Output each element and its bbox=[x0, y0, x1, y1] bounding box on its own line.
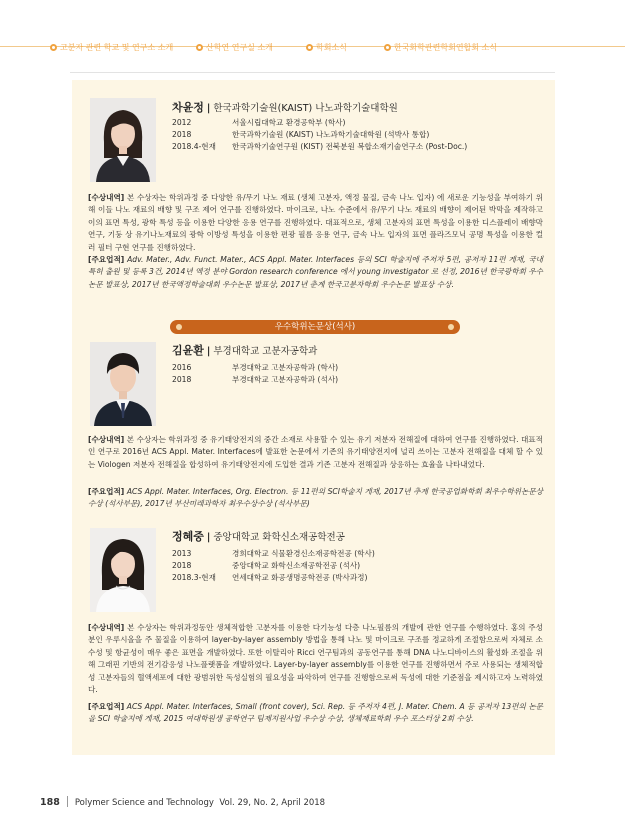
education-year: 2012 bbox=[172, 118, 192, 127]
education-year: 2018 bbox=[172, 130, 192, 139]
publications-label: [주요업적] bbox=[88, 702, 125, 711]
award-text: 본 수상자는 학위과정 중 다양한 유/무기 나노 재료 (생체 고분자, 액정 물질, 금속 나노 입자) 에 새로운 기능성을 부여하기 위해 이들 나노 재료의 배향 및 구조 제어 연구를 진행하였다. 마이크로, 나노 수준에서 유/무기 나노 재료의 배향이 제어된 박막을 제작하고 이의 표면 특성, 광학 특성 등을 이용한 다양한 응용 연구를 진행하였다. 대표적으로, 생체 고분자의 표면 특성을 이용한 디스플레이 배향막 연구, 기둥 상 유기나노재료의 광학 이방성 특성을 이용한 편광 필름 응용 연구, 금속 나노 입자의 표면 플라즈모닉 공명 특성을 이용한 컬러 필터 구현 연구를 진행하였다. bbox=[88, 193, 543, 252]
nav-item-federation[interactable] bbox=[384, 42, 497, 53]
award-label: [수상내역] bbox=[88, 623, 125, 632]
person-affiliation: 한국과학기술원(KAIST) 나노과학기술대학원 bbox=[213, 103, 398, 114]
banner-dot-icon bbox=[176, 324, 182, 330]
education-row bbox=[172, 117, 467, 129]
education-desc: 한국과학기술연구원 (KIST) 전북분원 복합소재기술연구소 (Post-Doc.) bbox=[232, 142, 468, 151]
education-year: 2018.3-현재 bbox=[172, 573, 216, 582]
education-row bbox=[172, 129, 467, 141]
education-row bbox=[172, 548, 375, 560]
person-name-line bbox=[172, 342, 317, 358]
person-name-line bbox=[172, 528, 345, 544]
publications-label: [주요업적] bbox=[88, 487, 125, 496]
portrait-image bbox=[90, 342, 156, 426]
publications-text: ACS Appl. Mater. Interfaces, Small (front cover), Sci. Rep. 등 주저자 4편, J. Mater. Chem. A 등 공저자 13편의 논문을 SCI 학술지에 게재, 2015 여대학원생 공학연구 팀제지원사업 우수상 수상, 생체재료학회 우수 포스터상 2회 수상. bbox=[88, 702, 543, 724]
publications-text: ACS Appl. Mater. Interfaces, Org. Electron. 등 11편의 SCI학술지 게재, 2017년 추계 한국공업화학회 최우수학위논문상 수상 (석사부문), 2017년 부산미래과학자 최우수상수상 (석사부문) bbox=[88, 487, 543, 509]
person-affiliation: 중앙대학교 화학신소재공학전공 bbox=[213, 532, 345, 543]
award-paragraph bbox=[88, 622, 543, 696]
award-paragraph bbox=[88, 434, 543, 471]
nav-dot-icon bbox=[384, 44, 391, 51]
education-year: 2016 bbox=[172, 363, 192, 372]
education-row bbox=[172, 141, 467, 153]
education-list bbox=[172, 548, 375, 584]
education-desc: 중앙대학교 화학신소재공학전공 (석사) bbox=[232, 561, 361, 570]
divider bbox=[70, 72, 555, 73]
education-row bbox=[172, 560, 375, 572]
journal-issue: Vol. 29, No. 2, April 2018 bbox=[219, 798, 326, 808]
award-paragraph bbox=[88, 192, 543, 254]
publications-paragraph bbox=[88, 486, 543, 511]
person-name: 정혜중 bbox=[172, 530, 204, 543]
portrait-photo bbox=[90, 342, 156, 426]
name-separator: | bbox=[206, 532, 211, 543]
portrait-photo bbox=[90, 98, 156, 182]
education-list bbox=[172, 362, 338, 386]
name-separator: | bbox=[206, 346, 211, 357]
nav-item-label: 고분자 관련 학교 및 연구소 소개 bbox=[60, 43, 174, 52]
person-name-line bbox=[172, 99, 398, 115]
education-desc: 한국과학기술원 (KAIST) 나노과학기술대학원 (석박사 통합) bbox=[232, 130, 430, 139]
education-year: 2018.4-현재 bbox=[172, 142, 216, 151]
publications-paragraph bbox=[88, 254, 543, 291]
section-banner bbox=[170, 320, 460, 334]
top-navigation bbox=[0, 0, 625, 75]
education-desc: 경희대학교 식물환경신소재공학전공 (학사) bbox=[232, 549, 375, 558]
publications-text: Adv. Mater., Adv. Funct. Mater., ACS Appl. Mater. Interfaces 등의 SCI 학술지에 주저자 5편, 공저자 11편 게재, 국내 특허 출원 및 등록 3건, 2014년 액정 분야 Gordon research conference 에서 young investigator 로 선정, 2016년 한국광학회 우수논문 발표상, 2017년 한국액정학술대회 우수논문 발표상, 2017년 춘계 한국고분자학회 우수논문 발표상 수상. bbox=[88, 255, 543, 289]
banner-title: 우수학위논문상(석사) bbox=[274, 322, 356, 332]
education-row bbox=[172, 374, 338, 386]
award-label: [수상내역] bbox=[88, 435, 125, 444]
nav-item-news[interactable] bbox=[306, 42, 347, 53]
banner-dot-icon bbox=[448, 324, 454, 330]
nav-item-label: 산학연 연구실 소개 bbox=[206, 43, 273, 52]
nav-dot-icon bbox=[50, 44, 57, 51]
nav-item-lab[interactable] bbox=[196, 42, 273, 53]
education-row bbox=[172, 572, 375, 584]
page-footer bbox=[40, 796, 325, 808]
education-desc: 서울시립대학교 환경공학부 (학사) bbox=[232, 118, 346, 127]
education-year: 2018 bbox=[172, 561, 192, 570]
page-number: 188 bbox=[40, 797, 60, 808]
journal-name: Polymer Science and Technology bbox=[74, 798, 214, 808]
nav-dot-icon bbox=[306, 44, 313, 51]
award-text: 본 수상자는 학위과정동안 생체적합한 고분자를 이용한 다기능성 다층 나노필름의 개발에 관한 연구를 수행하였다. 홍의 주성분인 우루시올을 주 물질을 이용하여 layer-by-layer assembly 방법을 통해 나노 및 마이크로 구조를 정교하게 조절함으로써 자체로 소수성 및 항균성이 매우 좋은 표면을 개발하였다. 또한 이탈리아 Ricci 연구팀과의 공동연구를 통해 DNA 나노디바이스의 활성화 조절을 위해 그래핀 기반의 전기감응성 나노플랫폼을 개발하였다. Layer-by-layer assembly를 이용한 연구를 진행하면서 주로 사용되는 생체적합성 고분자들의 혈액세포에 대한 광범위한 독성실험의 필요성을 파악하여 연구를 진행함으로써 독성에 대한 기준점을 제시하고자 노력하였다. bbox=[88, 623, 543, 695]
portrait-image bbox=[90, 98, 156, 182]
portrait-image bbox=[90, 528, 156, 612]
name-separator: | bbox=[206, 103, 211, 114]
nav-item-label: 한국화학관련학회연합회 소식 bbox=[394, 43, 498, 52]
footer-divider bbox=[67, 796, 68, 807]
education-desc: 부경대학교 고분자공학과 (석사) bbox=[232, 375, 339, 384]
education-desc: 부경대학교 고분자공학과 (학사) bbox=[232, 363, 339, 372]
education-row bbox=[172, 362, 338, 374]
person-name: 차윤정 bbox=[172, 101, 204, 114]
portrait-photo bbox=[90, 528, 156, 612]
nav-item-label: 학회소식 bbox=[316, 43, 347, 52]
person-affiliation: 부경대학교 고분자공학과 bbox=[213, 346, 318, 357]
publications-label: [주요업적] bbox=[88, 255, 125, 264]
education-list bbox=[172, 117, 467, 153]
person-name: 김윤환 bbox=[172, 344, 204, 357]
education-year: 2013 bbox=[172, 549, 192, 558]
nav-item-intro[interactable] bbox=[50, 42, 173, 53]
nav-dot-icon bbox=[196, 44, 203, 51]
publications-paragraph bbox=[88, 701, 543, 726]
education-desc: 연세대학교 화공생명공학전공 (박사과정) bbox=[232, 573, 368, 582]
award-text: 본 수상자는 학위과정 중 유기태양전지의 중간 소재로 사용할 수 있는 유기 저분자 전해질에 대하여 연구를 진행하였다. 대표적인 연구로 2016년 ACS Appl. Mater. Interfaces에 발표한 논문에서 기존의 유기태양전지에 널리 쓰이는 고분자 전해질을 대체 할 수 있는 Viologen 저분자 전해질을 합성하여 유기태양전지에 도입한 결과 기존 고분자 전해질과 상응하는 효율을 나타내었다. bbox=[88, 435, 543, 469]
award-label: [수상내역] bbox=[88, 193, 125, 202]
education-year: 2018 bbox=[172, 375, 192, 384]
